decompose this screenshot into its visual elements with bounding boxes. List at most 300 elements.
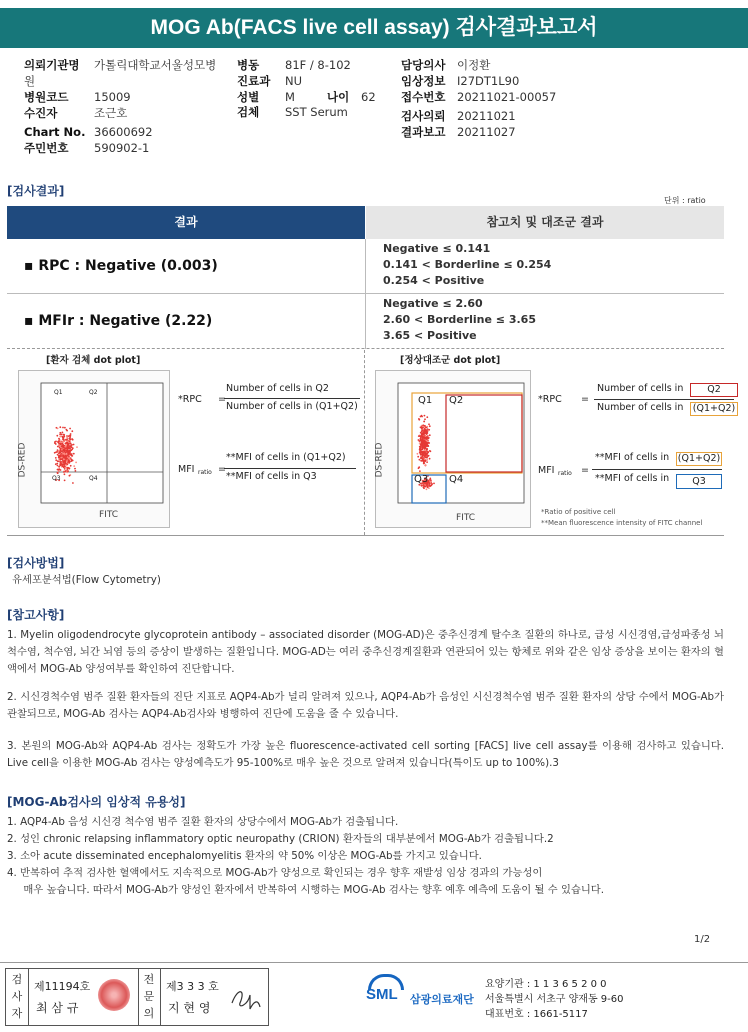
scatter-dot	[66, 458, 68, 460]
scatter-dot	[60, 444, 62, 446]
label-char: 전	[143, 973, 155, 986]
mfir-ref-line: 3.65 < Positive	[383, 329, 477, 342]
scatter-dot	[424, 425, 426, 427]
scatter-dot	[422, 425, 424, 427]
info-value: M	[285, 90, 295, 104]
info-label: 검사의뢰	[401, 109, 446, 123]
scatter-dot	[423, 445, 425, 447]
scatter-dot	[63, 458, 65, 460]
scatter-dot	[69, 428, 71, 430]
scatter-dot	[64, 468, 66, 470]
scatter-dot	[419, 449, 421, 451]
scatter-dot	[65, 439, 67, 441]
scatter-dot	[66, 450, 68, 452]
scatter-dot	[63, 462, 65, 464]
info-label: 병원코드	[24, 90, 69, 104]
scatter-dot	[75, 470, 77, 472]
control-q1-label: Q1	[418, 395, 433, 406]
report-title: MOG Ab(FACS live cell assay) 검사결과보고서	[0, 8, 748, 48]
mfi-subscript: ratio	[198, 469, 212, 476]
rpc-reference	[383, 241, 551, 289]
logo-text: SML	[366, 986, 398, 1003]
scatter-dot	[71, 448, 73, 450]
results-divider	[365, 239, 366, 349]
patient-info-col2	[237, 57, 397, 120]
patient-xlabel: FITC	[99, 510, 119, 520]
rpc-ref-line: 0.141 < Borderline ≤ 0.254	[383, 258, 552, 271]
info-label: 검체	[237, 105, 260, 119]
info-label: 성별	[237, 90, 260, 104]
fraction-line	[592, 469, 722, 470]
specialist-label	[142, 971, 156, 1022]
scatter-dot	[419, 442, 421, 444]
scatter-dot	[426, 416, 428, 418]
scatter-dot	[69, 435, 71, 437]
control-q1q2-box: (Q1+Q2)	[690, 402, 738, 416]
scatter-dot	[68, 435, 70, 437]
scatter-dot	[67, 447, 69, 449]
method-title: [검사방법]	[7, 556, 65, 570]
note-paragraph-1: 1. Myelin oligodendrocyte glycoprotein antibody – associated disorder (MOG-AD)은 중추신경계 탈수초 질환의 하나로, 급성 시신경염,급성파종성 뇌척수염, 척수염, 뇌간 뇌염 등의 증상이 발생하는 질환입니다. MOG-AD는 여러 중추신경계질환과 연관되어 있는 항체로 위와 같은 임상 증상을 보이는 환자의 혈액에서 MOG-Ab 양성여부를 확인하여 진단합니다.	[7, 629, 724, 675]
scatter-dot	[60, 451, 62, 453]
control-dot-plot	[375, 370, 531, 528]
scatter-dot	[69, 451, 71, 453]
scatter-dot	[59, 465, 61, 467]
patient-q3-label: Q3	[52, 475, 61, 482]
sig-divider	[28, 969, 29, 1025]
info-label: 접수번호	[401, 90, 446, 104]
scatter-dot	[420, 457, 422, 459]
scatter-dot	[418, 439, 420, 441]
control-mfi-formula	[538, 452, 743, 492]
scatter-dot	[65, 467, 67, 469]
info-value: 81F / 8-102	[285, 58, 351, 72]
scatter-dot	[428, 442, 430, 444]
mfi-subscript: ratio	[558, 470, 572, 477]
footer-top-line	[0, 962, 748, 963]
scatter-dot	[423, 451, 425, 453]
scatter-dot	[71, 459, 73, 461]
scatter-dot	[417, 456, 419, 458]
utility-item: 1. AQP4-Ab 음성 시신경 척수염 범주 질환 환자의 상당수에서 MOG-Ab가 검출됩니다.	[7, 816, 399, 828]
scatter-dot	[69, 449, 71, 451]
results-row-divider	[7, 293, 724, 294]
scatter-dot	[64, 460, 66, 462]
scatter-dot	[63, 453, 65, 455]
footnote-ratio: *Ratio of positive cell	[541, 508, 616, 516]
scatter-dot	[75, 462, 77, 464]
scatter-dot	[429, 458, 431, 460]
patient-info-col1	[24, 57, 224, 156]
mfir-result: ▪ MFIr : Negative (2.22)	[24, 313, 213, 329]
scatter-dot	[63, 471, 65, 473]
plots-bottom-divider	[7, 535, 724, 536]
reference-column-header: 참고치 및 대조군 결과	[366, 206, 724, 239]
scatter-dot	[58, 470, 60, 472]
mfi-denominator: **MFI of cells in Q3	[226, 471, 317, 482]
rpc-numerator: Number of cells in Q2	[226, 383, 329, 394]
scatter-dot	[427, 428, 429, 430]
scatter-dot	[57, 469, 59, 471]
info-label: 수진자	[24, 106, 58, 120]
rpc-result: ▪ RPC : Negative (0.003)	[24, 258, 218, 274]
scatter-dot	[427, 487, 429, 489]
scatter-dot	[61, 464, 63, 466]
rpc-denominator: Number of cells in (Q1+Q2)	[226, 401, 358, 412]
info-label: 임상정보	[401, 74, 446, 88]
scatter-dot	[65, 446, 67, 448]
scatter-dot	[60, 436, 62, 438]
scatter-dot	[73, 453, 75, 455]
label-char: 자	[11, 1007, 23, 1020]
scatter-dot	[62, 438, 64, 440]
scatter-dot	[433, 483, 435, 485]
scatter-dot	[59, 432, 61, 434]
info-value: NU	[285, 74, 303, 88]
scatter-dot	[59, 468, 61, 470]
scatter-dot	[56, 463, 58, 465]
rpc-symbol: *RPC	[178, 394, 202, 405]
scatter-dot	[418, 419, 420, 421]
patient-q2-label: Q2	[89, 389, 98, 396]
rpc-symbol: *RPC	[538, 394, 562, 405]
org-info-line: 요양기관 : 1 1 3 6 5 2 0 0	[485, 979, 607, 990]
note-paragraph-2: 2. 시신경척수염 범주 질환 환자들의 진단 지표로 AQP4-Ab가 널리 알려져 있으나, AQP4-Ab가 음성인 시신경척수염 범주 질환 환자의 상당 수에서 MOG-Ab가 관찰되므로, MOG-Ab 검사는 AQP4-Ab검사와 병행하여 진단에 도움을 줄 수 있습니다.	[7, 691, 724, 720]
scatter-dot	[419, 435, 421, 437]
scatter-dot	[66, 429, 68, 431]
scatter-dot	[421, 449, 423, 451]
control-q2-label: Q2	[449, 395, 464, 406]
scatter-dot	[70, 465, 72, 467]
label-char: 사	[11, 990, 23, 1003]
specialist-name: 지 현 영	[168, 1001, 211, 1015]
scatter-dot	[70, 446, 72, 448]
scatter-dot	[69, 455, 71, 457]
scatter-dot	[68, 468, 70, 470]
scatter-dot	[421, 416, 423, 418]
scatter-dot	[421, 439, 423, 441]
scatter-dot	[423, 442, 425, 444]
scatter-dot	[72, 439, 74, 441]
mfir-ref-line: Negative ≤ 2.60	[383, 297, 483, 310]
scatter-dot	[421, 444, 423, 446]
examiner-license: 제11194호	[34, 980, 91, 993]
scatter-dot	[60, 454, 62, 456]
scatter-dot	[61, 462, 63, 464]
scatter-dot	[63, 434, 65, 436]
fraction-line	[594, 399, 734, 400]
scatter-dot	[64, 473, 66, 475]
control-rpc-formula	[538, 383, 743, 419]
scatter-dot	[64, 427, 66, 429]
scatter-dot	[428, 423, 430, 425]
scatter-dot	[425, 443, 427, 445]
control-mfi-denominator: **MFI of cells in	[595, 473, 670, 484]
scatter-dot	[58, 450, 60, 452]
scatter-dot	[73, 444, 75, 446]
scatter-dot	[64, 480, 66, 482]
scatter-dot	[57, 472, 59, 474]
scatter-dot	[423, 434, 425, 436]
scatter-dot	[60, 441, 62, 443]
control-q3-box: Q3	[676, 474, 722, 489]
scatter-dot	[429, 485, 431, 487]
rpc-ref-line: 0.254 < Positive	[383, 274, 485, 287]
scatter-dot	[67, 440, 69, 442]
scatter-dot	[67, 468, 69, 470]
sml-logo	[366, 974, 408, 1010]
info-label: 진료과	[237, 74, 271, 88]
unit-label: 단위 : ratio	[664, 196, 706, 205]
scatter-dot	[65, 470, 67, 472]
scatter-dot	[423, 463, 425, 465]
control-rpc-numerator: Number of cells in	[597, 383, 684, 394]
scatter-dot	[419, 470, 421, 472]
scatter-dot	[427, 452, 429, 454]
scatter-dot	[424, 418, 426, 420]
scatter-dot	[423, 436, 425, 438]
control-rpc-denominator: Number of cells in	[597, 402, 684, 413]
scatter-dot	[426, 438, 428, 440]
scatter-dot	[426, 488, 428, 490]
scatter-dot	[69, 461, 71, 463]
plots-divider	[364, 350, 365, 535]
info-label: Chart No.	[24, 125, 86, 139]
scatter-dot	[426, 448, 428, 450]
scatter-dot	[54, 452, 56, 454]
scatter-dot	[69, 441, 71, 443]
scatter-dot	[62, 432, 64, 434]
info-value: 590902-1	[94, 141, 150, 155]
info-value: 20211027	[457, 125, 516, 139]
scatter-dot	[55, 459, 57, 461]
utility-title: [MOG-Ab검사의 임상적 유용성]	[7, 795, 186, 809]
control-q2-box: Q2	[690, 383, 738, 397]
scatter-dot	[62, 444, 64, 446]
mfi-symbol: MFI	[538, 465, 555, 476]
scatter-dot	[426, 430, 428, 432]
equals-sign: =	[218, 394, 226, 405]
scatter-dot	[431, 483, 433, 485]
scatter-dot	[423, 454, 425, 456]
patient-ylabel: DS-RED	[17, 442, 28, 478]
scatter-dot	[72, 482, 74, 484]
control-plot-label: [정상대조군 dot plot]	[400, 355, 501, 366]
scatter-dot	[425, 453, 427, 455]
sig-divider	[138, 969, 139, 1025]
org-name: 삼광의료재단	[410, 993, 474, 1006]
specialist-license: 제3 3 3 호	[166, 980, 219, 993]
scatter-dot	[419, 459, 421, 461]
signature-icon	[228, 983, 264, 1013]
control-ylabel: DS-RED	[374, 442, 385, 478]
scatter-dot	[426, 440, 428, 442]
info-value: 조근호	[94, 106, 128, 120]
control-q1q2-mfi-box: (Q1+Q2)	[677, 453, 721, 464]
scatter-dot	[56, 435, 58, 437]
control-xlabel: FITC	[456, 513, 476, 523]
patient-plot-label: [환자 검체 dot plot]	[46, 355, 141, 366]
scatter-dot	[418, 466, 420, 468]
org-info-line: 서울특별시 서초구 양재동 9-60	[485, 994, 624, 1005]
examiner-name: 최 삼 규	[36, 1001, 79, 1015]
scatter-dot	[63, 456, 65, 458]
info-label: 주민번호	[24, 141, 69, 155]
scatter-dot	[70, 433, 72, 435]
sig-divider	[160, 969, 161, 1025]
scatter-dot	[68, 444, 70, 446]
mfir-ref-line: 2.60 < Borderline ≤ 3.65	[383, 313, 536, 326]
scatter-dot	[62, 445, 64, 447]
scatter-dot	[423, 439, 425, 441]
info-value: SST Serum	[285, 105, 348, 119]
scatter-dot	[57, 446, 59, 448]
scatter-dot	[430, 450, 432, 452]
info-value: I27DT1L90	[457, 74, 520, 88]
patient-q1-label: Q1	[54, 389, 63, 396]
scatter-dot	[60, 461, 62, 463]
scatter-dot	[62, 427, 64, 429]
scatter-dot	[425, 464, 427, 466]
scatter-dot	[425, 451, 427, 453]
scatter-dot	[426, 427, 428, 429]
scatter-dot	[58, 438, 60, 440]
patient-mfi-formula	[178, 452, 364, 490]
scatter-dot	[425, 435, 427, 437]
footnote-mfi: **Mean fluorescence intensity of FITC channel	[541, 519, 703, 527]
scatter-dot	[66, 437, 68, 439]
patient-info-col3	[401, 57, 601, 140]
scatter-dot	[65, 464, 67, 466]
info-label: 나이	[327, 90, 350, 104]
scatter-dot	[426, 461, 428, 463]
equals-sign: =	[581, 394, 589, 405]
result-column-header: 결과	[7, 206, 365, 239]
utility-list	[7, 814, 737, 899]
utility-item: 4. 반복하여 추적 검사한 혈액에서도 지속적으로 MOG-Ab가 양성으로 확인되는 경우 향후 재발성 임상 경과의 가능성이	[7, 867, 543, 879]
info-value: 62	[361, 90, 376, 104]
info-label: 병동	[237, 58, 260, 72]
scatter-dot	[59, 434, 61, 436]
patient-q4-label: Q4	[89, 475, 98, 482]
info-value: 이정환	[457, 58, 491, 72]
patient-rpc-formula	[178, 383, 364, 418]
info-value: 36600692	[94, 125, 153, 139]
scatter-dot	[420, 432, 422, 434]
mfi-numerator: **MFI of cells in (Q1+Q2)	[226, 452, 346, 463]
scatter-dot	[54, 441, 56, 443]
scatter-dot	[59, 426, 61, 428]
scatter-dot	[424, 449, 426, 451]
scatter-dot	[424, 415, 426, 417]
page-number: 1/2	[694, 934, 711, 945]
scatter-dot	[65, 444, 67, 446]
scatter-dot	[66, 461, 68, 463]
examiner-label	[10, 971, 24, 1022]
rpc-ref-line: Negative ≤ 0.141	[383, 242, 491, 255]
scatter-dot	[421, 485, 423, 487]
scatter-dot	[62, 466, 64, 468]
scatter-dot	[423, 421, 425, 423]
method-text: 유세포분석법(Flow Cytometry)	[12, 574, 161, 586]
org-info-line: 대표번호 : 1661-5117	[485, 1009, 588, 1020]
control-q3-label: Q3	[414, 474, 429, 485]
note-paragraph-3: 3. 본원의 MOG-Ab와 AQP4-Ab 검사는 정확도가 가장 높은 fluorescence-activated cell sorting [FACS] live cell assay를 이용해 검사하고 있습니다. Live cell을 이용한 MOG-Ab 검사는 양성예측도가 95-100%로 매우 높은 것으로 알려져 있습니다(특이도 up to 100%).3	[7, 740, 724, 769]
scatter-dot	[429, 425, 431, 427]
scatter-dot	[58, 460, 60, 462]
fraction-line	[224, 468, 356, 469]
info-value: 15009	[94, 90, 131, 104]
scatter-dot	[71, 430, 73, 432]
utility-item: 매우 높습니다. 따라서 MOG-Ab가 양성인 환자에서 반복하여 시행하는 MOG-Ab 검사는 향후 예후 예측에 도움이 될 수 있습니다.	[7, 884, 605, 896]
scatter-dot	[428, 429, 430, 431]
scatter-dot	[68, 438, 70, 440]
patient-dot-plot	[18, 370, 170, 528]
scatter-dot	[429, 434, 431, 436]
mfir-reference	[383, 296, 536, 344]
label-char: 의	[143, 1007, 155, 1020]
equals-sign: =	[581, 465, 589, 476]
scatter-dot	[67, 470, 69, 472]
scatter-dot	[55, 457, 57, 459]
fraction-line	[224, 398, 360, 399]
scatter-dot	[417, 453, 419, 455]
info-label: 의뢰기관명	[24, 58, 80, 72]
scatter-dot	[423, 460, 425, 462]
control-mfi-numerator: **MFI of cells in	[595, 452, 670, 463]
scatter-dot	[424, 458, 426, 460]
info-label: 결과보고	[401, 125, 446, 139]
scatter-dot	[73, 465, 75, 467]
scatter-dot	[64, 449, 66, 451]
label-char: 문	[143, 990, 155, 1003]
scatter-dot	[58, 453, 60, 455]
label-char: 검	[11, 973, 23, 986]
info-label: 담당의사	[401, 58, 446, 72]
control-q4-label: Q4	[449, 474, 464, 485]
scatter-dot	[61, 434, 63, 436]
scatter-dot	[64, 456, 66, 458]
info-value: 20211021-00057	[457, 90, 557, 104]
info-value: 가톨릭대학교서울성모병원	[24, 58, 217, 88]
scatter-dot	[428, 437, 430, 439]
scatter-dot	[426, 457, 428, 459]
notes-title: [참고사항]	[7, 608, 65, 622]
scatter-dot	[57, 428, 59, 430]
scatter-dot	[421, 426, 423, 428]
utility-item: 3. 소아 acute disseminated encephalomyelitis 환자의 약 50% 이상은 MOG-Ab를 가지고 있습니다.	[7, 850, 482, 862]
signature-box	[5, 968, 269, 1026]
scatter-dot	[429, 479, 431, 481]
scatter-dot	[69, 475, 71, 477]
scatter-dot	[76, 446, 78, 448]
scatter-dot	[424, 437, 426, 439]
plot-footnotes	[541, 507, 741, 529]
info-value: 20211021	[457, 109, 516, 123]
scatter-dot	[63, 441, 65, 443]
scatter-dot	[71, 455, 73, 457]
results-bottom-dash	[7, 348, 724, 349]
org-info	[485, 977, 624, 1022]
utility-item: 2. 성인 chronic relapsing inflammatory optic neuropathy (CRION) 환자들의 대부분에서 MOG-Ab가 검출됩니다.2	[7, 833, 554, 845]
results-section-title: [검사결과]	[7, 184, 65, 198]
scatter-dot	[426, 459, 428, 461]
mfi-symbol: MFI	[178, 464, 195, 475]
seal-icon	[98, 979, 130, 1011]
scatter-dot	[74, 468, 76, 470]
scatter-dot	[423, 487, 425, 489]
scatter-dot	[58, 440, 60, 442]
